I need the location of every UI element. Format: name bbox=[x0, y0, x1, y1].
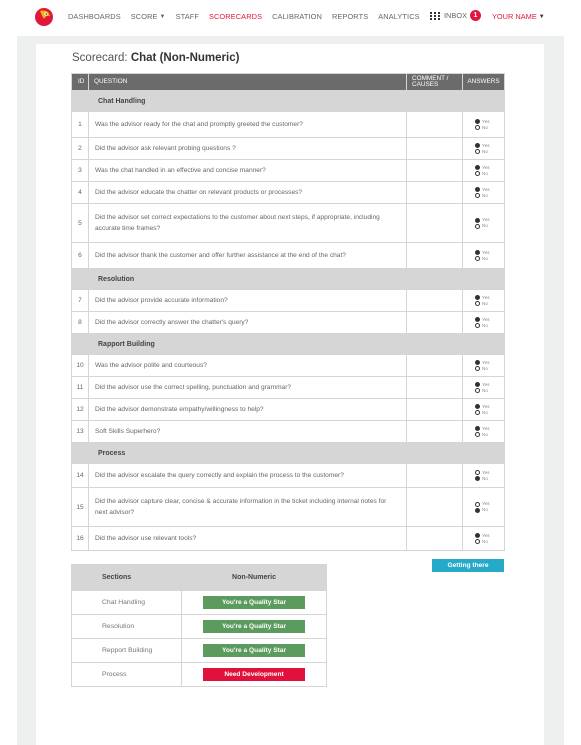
question-id: 4 bbox=[72, 182, 89, 204]
section-comment-cell bbox=[407, 269, 463, 290]
nav-item-label: SCORE bbox=[130, 12, 158, 21]
radio-yes[interactable] bbox=[475, 502, 480, 507]
radio-yes[interactable] bbox=[475, 165, 480, 170]
question-id: 5 bbox=[72, 204, 89, 243]
comment-cell[interactable] bbox=[407, 138, 463, 160]
radio-label: Yes bbox=[482, 164, 490, 170]
question-text: Was the advisor ready for the chat and promptly greeted the customer? bbox=[89, 112, 407, 138]
comment-cell[interactable] bbox=[407, 243, 463, 269]
table-row bbox=[72, 112, 505, 138]
question-id: 14 bbox=[72, 464, 89, 488]
table-row bbox=[72, 138, 505, 160]
radio-label: No bbox=[482, 223, 488, 228]
question-text: Did the advisor educate the chatter on relevant products or processes? bbox=[89, 182, 407, 204]
top-nav bbox=[0, 0, 581, 36]
question-text: Did the advisor escalate the query correctly and explain the process to the customer? bbox=[89, 464, 407, 488]
answer-cell bbox=[463, 421, 505, 443]
answer-cell bbox=[463, 182, 505, 204]
radio-label: No bbox=[482, 124, 488, 130]
radio-label: Yes bbox=[482, 118, 490, 124]
radio-yes[interactable] bbox=[475, 295, 480, 300]
table-row bbox=[72, 421, 505, 443]
nav-item-reports[interactable] bbox=[332, 12, 368, 21]
radio-label: Yes bbox=[482, 294, 490, 300]
radio-no[interactable] bbox=[475, 149, 480, 154]
question-text: Did the advisor demonstrate empathy/willingness to help? bbox=[89, 399, 407, 421]
nav-item-dashboards[interactable] bbox=[68, 12, 121, 21]
comment-cell[interactable] bbox=[407, 312, 463, 334]
question-id: 7 bbox=[72, 290, 89, 312]
radio-label: Yes bbox=[482, 532, 490, 538]
comment-cell[interactable] bbox=[407, 355, 463, 377]
radio-no[interactable] bbox=[475, 508, 480, 513]
radio-label: No bbox=[482, 365, 488, 371]
radio-yes[interactable] bbox=[475, 404, 480, 409]
summary-header-sections: Sections bbox=[72, 565, 182, 591]
summary-section-name: Chat Handling bbox=[72, 591, 182, 615]
radio-yes[interactable] bbox=[475, 533, 480, 538]
user-name-label: YOUR NAME bbox=[492, 12, 537, 21]
result-badge: You're a Quality Star bbox=[203, 596, 305, 609]
result-badge: You're a Quality Star bbox=[203, 644, 305, 657]
radio-label: Yes bbox=[482, 425, 490, 431]
answer-cell bbox=[463, 312, 505, 334]
radio-label: No bbox=[482, 148, 488, 154]
answer-cell bbox=[463, 464, 505, 488]
answer-cell bbox=[463, 290, 505, 312]
answer-option-no[interactable] bbox=[475, 171, 504, 177]
nav-item-staff[interactable] bbox=[176, 12, 199, 21]
radio-no[interactable] bbox=[475, 366, 480, 371]
summary-table bbox=[71, 564, 327, 687]
radio-label: No bbox=[482, 255, 488, 261]
radio-yes[interactable] bbox=[475, 187, 480, 192]
nav-item-scorecards[interactable] bbox=[209, 12, 262, 21]
question-id: 3 bbox=[72, 160, 89, 182]
answer-option-no[interactable] bbox=[475, 223, 504, 229]
answer-cell bbox=[463, 112, 505, 138]
comment-cell[interactable] bbox=[407, 464, 463, 488]
section-answer-cell bbox=[463, 443, 505, 464]
radio-label: Yes bbox=[482, 316, 490, 322]
radio-label: No bbox=[482, 170, 488, 176]
summary-result-cell bbox=[182, 663, 327, 687]
scorecard-table bbox=[71, 73, 505, 551]
section-id-cell bbox=[72, 91, 89, 112]
radio-yes[interactable] bbox=[475, 360, 480, 365]
summary-result-cell bbox=[182, 615, 327, 639]
question-text: Did the advisor provide accurate information? bbox=[89, 290, 407, 312]
question-id: 1 bbox=[72, 112, 89, 138]
radio-yes[interactable] bbox=[475, 470, 480, 475]
radio-yes[interactable] bbox=[475, 426, 480, 431]
comment-cell[interactable] bbox=[407, 399, 463, 421]
answer-option-no[interactable] bbox=[475, 256, 504, 262]
summary-row bbox=[72, 615, 327, 639]
summary-row bbox=[72, 639, 327, 663]
answer-cell bbox=[463, 488, 505, 527]
section-id-cell bbox=[72, 443, 89, 464]
scorecard-name: Chat (Non-Numeric) bbox=[130, 52, 240, 64]
chevron-down-icon: ▼ bbox=[538, 14, 545, 20]
radio-label: No bbox=[482, 409, 488, 415]
section-name: Resolution bbox=[89, 269, 407, 290]
nav-item-score[interactable] bbox=[131, 12, 166, 21]
question-text: Did the advisor ask relevant probing questions ? bbox=[89, 138, 407, 160]
header-comment: COMMENT / CAUSES bbox=[407, 74, 463, 91]
radio-no[interactable] bbox=[475, 388, 480, 393]
radio-no[interactable] bbox=[475, 301, 480, 306]
nav-item-calibration[interactable] bbox=[272, 12, 322, 21]
question-text: Did the advisor set correct expectations to the customer about next steps, if appropriate, including accurate time frames? bbox=[89, 204, 407, 243]
comment-cell[interactable] bbox=[407, 421, 463, 443]
question-id: 15 bbox=[72, 488, 89, 527]
answer-option-no[interactable] bbox=[475, 476, 504, 482]
radio-no[interactable] bbox=[475, 193, 480, 198]
section-row bbox=[72, 443, 505, 464]
comment-cell[interactable] bbox=[407, 112, 463, 138]
summary-header-non-numeric: Non-Numeric bbox=[182, 565, 327, 591]
table-row bbox=[72, 488, 505, 527]
question-text: Did the advisor use the correct spelling, punctuation and grammar? bbox=[89, 377, 407, 399]
summary-section-name: Process bbox=[72, 663, 182, 687]
nav-item-label: DASHBOARDS bbox=[68, 12, 121, 21]
table-row bbox=[72, 399, 505, 421]
radio-label: Yes bbox=[482, 501, 490, 506]
parrot-logo-icon[interactable] bbox=[34, 7, 54, 27]
table-row bbox=[72, 377, 505, 399]
radio-yes[interactable] bbox=[475, 250, 480, 255]
answer-option-no[interactable] bbox=[475, 507, 504, 513]
question-text: Was the advisor polite and courteous? bbox=[89, 355, 407, 377]
overall-result-badge: Getting there bbox=[432, 559, 504, 572]
radio-no[interactable] bbox=[475, 410, 480, 415]
summary-section-name: Resolution bbox=[72, 615, 182, 639]
question-id: 8 bbox=[72, 312, 89, 334]
radio-label: No bbox=[482, 431, 488, 437]
section-row bbox=[72, 91, 505, 112]
inbox-count-badge: 1 bbox=[470, 10, 481, 21]
comment-cell[interactable] bbox=[407, 488, 463, 527]
nav-item-label: STAFF bbox=[175, 12, 199, 21]
table-row bbox=[72, 355, 505, 377]
summary-result-cell bbox=[182, 591, 327, 615]
radio-label: No bbox=[482, 322, 488, 328]
answer-cell bbox=[463, 527, 505, 551]
table-row bbox=[72, 243, 505, 269]
answer-cell bbox=[463, 204, 505, 243]
radio-label: No bbox=[482, 192, 488, 198]
summary-result-cell bbox=[182, 639, 327, 663]
question-text: Did the advisor thank the customer and offer further assistance at the end of the chat? bbox=[89, 243, 407, 269]
radio-label: Yes bbox=[482, 186, 490, 192]
question-id: 12 bbox=[72, 399, 89, 421]
radio-no[interactable] bbox=[475, 476, 480, 481]
table-row bbox=[72, 527, 505, 551]
question-id: 16 bbox=[72, 527, 89, 551]
comment-cell[interactable] bbox=[407, 377, 463, 399]
summary-section-name: Repport Building bbox=[72, 639, 182, 663]
section-name: Rapport Building bbox=[89, 334, 407, 355]
radio-yes[interactable] bbox=[475, 143, 480, 148]
answer-option-no[interactable] bbox=[475, 388, 504, 394]
radio-no[interactable] bbox=[475, 323, 480, 328]
chevron-down-icon: ▼ bbox=[159, 14, 166, 20]
grid-icon bbox=[430, 12, 440, 20]
header-id: ID bbox=[72, 74, 89, 91]
radio-yes[interactable] bbox=[475, 218, 480, 223]
answer-option-no[interactable] bbox=[475, 539, 504, 545]
table-header-row bbox=[72, 74, 505, 91]
question-text: Did the advisor use relevant tools? bbox=[89, 527, 407, 551]
summary-row bbox=[72, 591, 327, 615]
nav-item-label: REPORTS bbox=[331, 12, 369, 21]
radio-label: No bbox=[482, 387, 488, 393]
table-row bbox=[72, 464, 505, 488]
table-row bbox=[72, 290, 505, 312]
radio-yes[interactable] bbox=[475, 382, 480, 387]
section-comment-cell bbox=[407, 334, 463, 355]
section-name: Process bbox=[89, 443, 407, 464]
comment-cell[interactable] bbox=[407, 204, 463, 243]
comment-cell[interactable] bbox=[407, 527, 463, 551]
table-row bbox=[72, 204, 505, 243]
question-text: Was the chat handled in an effective and concise manner? bbox=[89, 160, 407, 182]
answer-cell bbox=[463, 160, 505, 182]
question-id: 6 bbox=[72, 243, 89, 269]
comment-cell[interactable] bbox=[407, 160, 463, 182]
question-text: Did the advisor correctly answer the chatter's query? bbox=[89, 312, 407, 334]
section-comment-cell bbox=[407, 443, 463, 464]
section-row bbox=[72, 269, 505, 290]
nav-item-label: CALIBRATION bbox=[272, 12, 322, 21]
radio-no[interactable] bbox=[475, 171, 480, 176]
section-name: Chat Handling bbox=[89, 91, 407, 112]
radio-label: No bbox=[482, 538, 488, 544]
section-id-cell bbox=[72, 334, 89, 355]
page-title bbox=[72, 52, 239, 64]
radio-no[interactable] bbox=[475, 224, 480, 229]
section-comment-cell bbox=[407, 91, 463, 112]
question-id: 2 bbox=[72, 138, 89, 160]
section-answer-cell bbox=[463, 91, 505, 112]
result-badge: You're a Quality Star bbox=[203, 620, 305, 633]
summary-row bbox=[72, 663, 327, 687]
table-row bbox=[72, 312, 505, 334]
answer-cell bbox=[463, 377, 505, 399]
nav-item-analytics[interactable] bbox=[378, 12, 419, 21]
radio-yes[interactable] bbox=[475, 317, 480, 322]
table-row bbox=[72, 160, 505, 182]
comment-cell[interactable] bbox=[407, 290, 463, 312]
section-answer-cell bbox=[463, 269, 505, 290]
question-id: 10 bbox=[72, 355, 89, 377]
section-id-cell bbox=[72, 269, 89, 290]
nav-item-label: SCORECARDS bbox=[208, 12, 263, 21]
answer-option-no[interactable] bbox=[475, 301, 504, 307]
answer-option-no[interactable] bbox=[475, 193, 504, 199]
radio-no[interactable] bbox=[475, 539, 480, 544]
user-menu[interactable] bbox=[492, 12, 545, 21]
radio-label: No bbox=[482, 507, 488, 512]
answer-option-no[interactable] bbox=[475, 366, 504, 372]
radio-label: Yes bbox=[482, 403, 490, 409]
nav-menu bbox=[68, 12, 430, 21]
header-question: QUESTION bbox=[89, 74, 407, 91]
question-text: Did the advisor capture clear, concise & accurate information in the ticket including internal notes for next advisor? bbox=[89, 488, 407, 527]
answer-cell bbox=[463, 399, 505, 421]
radio-label: Yes bbox=[482, 249, 490, 255]
result-badge: Need Development bbox=[203, 668, 305, 681]
question-id: 13 bbox=[72, 421, 89, 443]
radio-label: Yes bbox=[482, 381, 490, 387]
answer-option-no[interactable] bbox=[475, 323, 504, 329]
question-id: 11 bbox=[72, 377, 89, 399]
section-answer-cell bbox=[463, 334, 505, 355]
answer-cell bbox=[463, 243, 505, 269]
header-answers: ANSWERS bbox=[463, 74, 505, 91]
summary-header-row bbox=[72, 565, 327, 591]
inbox-link[interactable] bbox=[430, 10, 481, 21]
inbox-label: INBOX bbox=[444, 11, 467, 20]
answer-cell bbox=[463, 138, 505, 160]
page-title-prefix: Scorecard: bbox=[72, 52, 131, 64]
answer-option-no[interactable] bbox=[475, 149, 504, 155]
answer-option-no[interactable] bbox=[475, 410, 504, 416]
radio-no[interactable] bbox=[475, 125, 480, 130]
section-row bbox=[72, 334, 505, 355]
radio-no[interactable] bbox=[475, 432, 480, 437]
nav-item-label: ANALYTICS bbox=[378, 12, 420, 21]
answer-option-no[interactable] bbox=[475, 125, 504, 131]
answer-cell bbox=[463, 355, 505, 377]
table-row bbox=[72, 182, 505, 204]
radio-label: Yes bbox=[482, 142, 490, 148]
answer-option-no[interactable] bbox=[475, 432, 504, 438]
comment-cell[interactable] bbox=[407, 182, 463, 204]
radio-label: Yes bbox=[482, 217, 490, 222]
radio-label: No bbox=[482, 300, 488, 306]
radio-label: Yes bbox=[482, 469, 490, 475]
radio-no[interactable] bbox=[475, 256, 480, 261]
radio-label: No bbox=[482, 475, 488, 481]
question-text: Soft Skills Superhero? bbox=[89, 421, 407, 443]
radio-yes[interactable] bbox=[475, 119, 480, 124]
radio-label: Yes bbox=[482, 359, 490, 365]
